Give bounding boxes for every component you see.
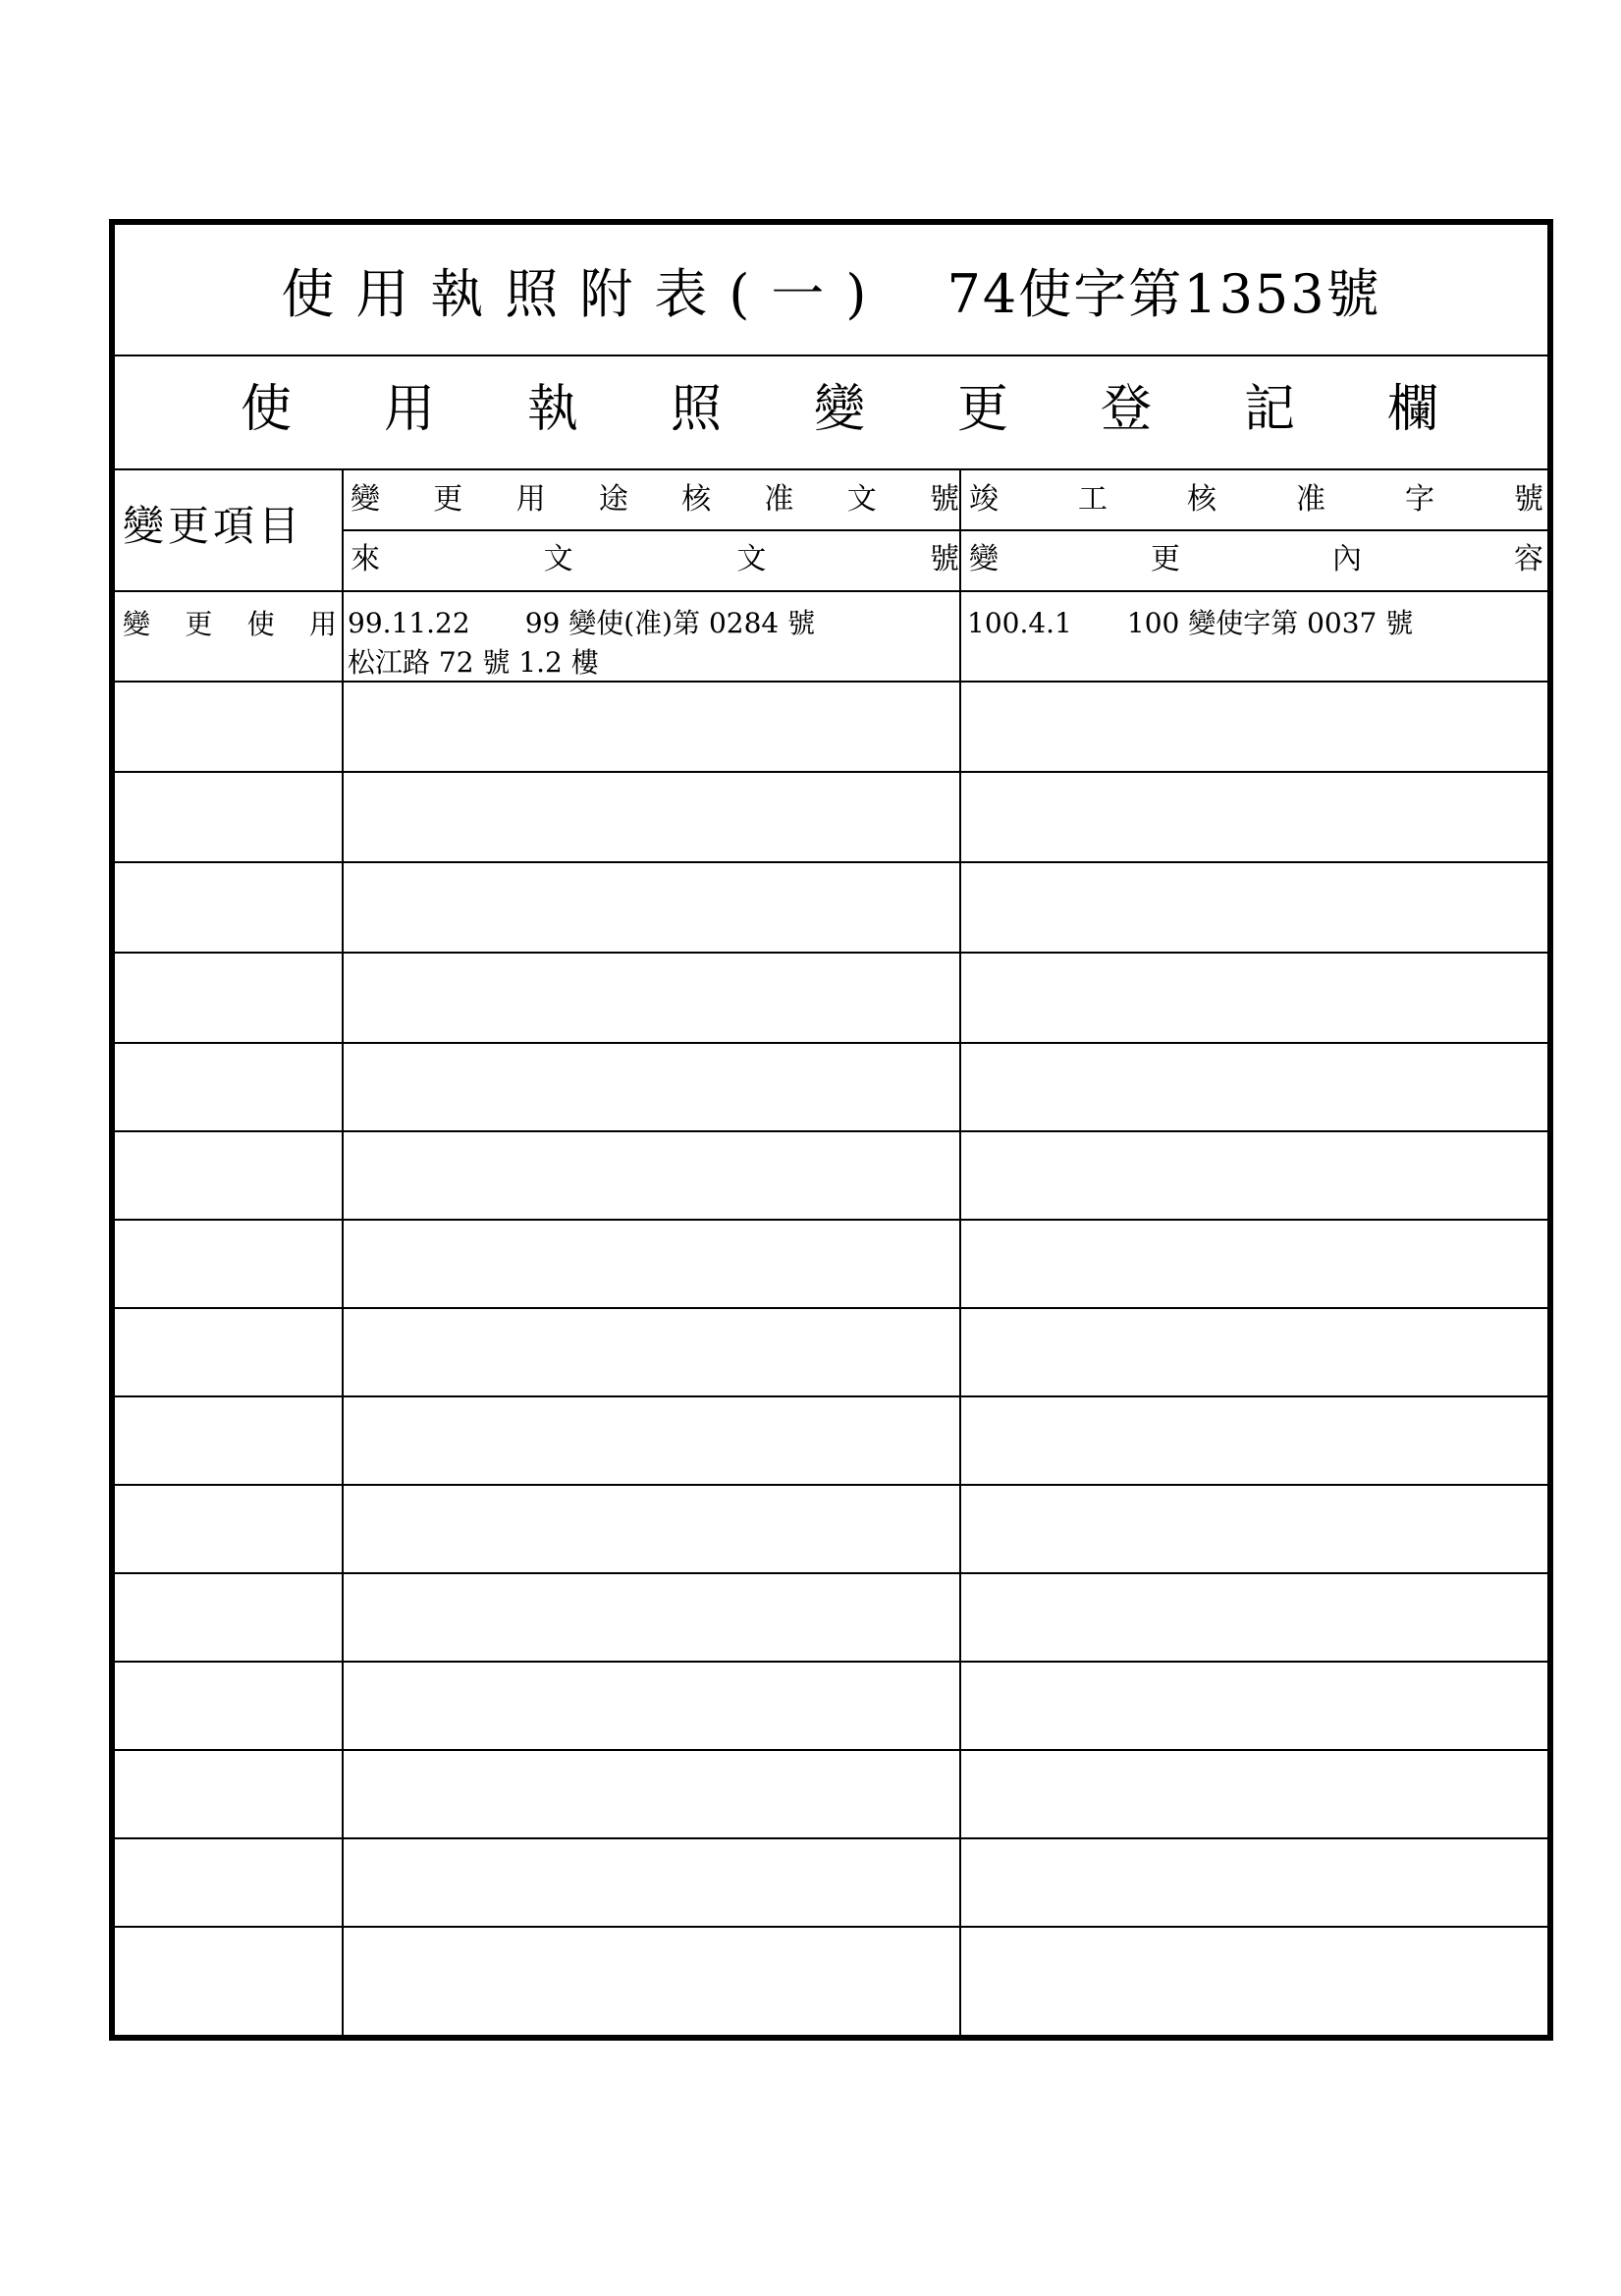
form-title [115, 225, 1547, 355]
row-divider [115, 1484, 1547, 1486]
divider [115, 468, 1547, 470]
subtitle-char: 照 [671, 380, 723, 439]
row-divider [115, 1130, 1547, 1132]
divider [115, 590, 1547, 592]
usage-license-form [109, 219, 1553, 2041]
change-item-cell: 變 更 使 用 [123, 608, 337, 640]
row-divider [115, 1926, 1547, 1928]
column-divider [959, 468, 961, 2035]
row-divider [115, 1042, 1547, 1044]
subtitle-char: 變 [814, 380, 866, 439]
subtitle-char: 用 [384, 380, 436, 439]
divider [344, 529, 1547, 531]
row-divider [115, 1749, 1547, 1751]
subtitle-char: 執 [527, 380, 579, 439]
approval-number-header: 變 更 用 途 核 准 文 號 [351, 482, 959, 517]
change-content-header: 變 更 內 容 [969, 542, 1543, 576]
row-divider [115, 771, 1547, 773]
form-title-left: 使用執照附表(一) [281, 262, 889, 325]
subtitle-char: 記 [1244, 380, 1296, 439]
row-divider [115, 1395, 1547, 1397]
row-divider [115, 1572, 1547, 1574]
row-divider [115, 1219, 1547, 1221]
row-divider [115, 681, 1547, 683]
row-divider [115, 1837, 1547, 1839]
incoming-document-header: 來 文 文 號 [351, 542, 959, 576]
subtitle-char: 欄 [1387, 380, 1439, 439]
change-item-header: 變更項目 [123, 502, 304, 550]
row-divider [115, 861, 1547, 863]
row-divider [115, 952, 1547, 954]
subtitle-char: 更 [957, 380, 1009, 439]
subtitle-char: 使 [241, 380, 293, 439]
subtitle-char: 登 [1101, 380, 1153, 439]
license-number: 74使字第1353號 [946, 262, 1381, 325]
form-subtitle [115, 356, 1547, 468]
row-divider [115, 1661, 1547, 1663]
approval-number-cell: 99.11.22 99 變使(准)第 0284 號 [348, 607, 816, 639]
address-cell: 松江路 72 號 1.2 樓 [348, 646, 599, 679]
completion-approval-header: 竣 工 核 准 字 號 [969, 482, 1543, 517]
row-divider [115, 1307, 1547, 1309]
completion-number-cell: 100.4.1 100 變使字第 0037 號 [967, 607, 1414, 639]
column-divider [342, 468, 344, 2035]
